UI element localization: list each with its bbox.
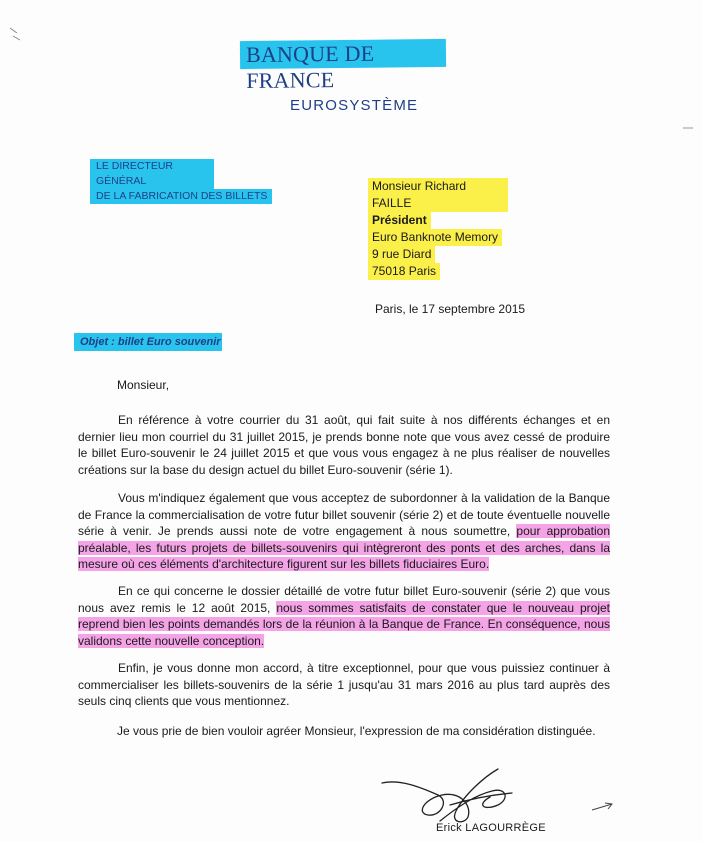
paragraph-3-highlight: nous sommes satisfaits de constater que le nouveau projet reprend bien les points demandés lors de la réunion à la Banque de France. En conséquence, nous validons cette nouvelle conception.	[78, 600, 610, 648]
paragraph-1-text: En référence à votre courrier du 31 août, qui fait suite à nos différents échanges et en dernier lieu mon courriel du 31 juillet 2015, je prends bonne note que vous avez cessé de produire le billet Euro-souvenir le 24 juillet 2015 et que vous vous engagez à ne plus réaliser de nouvelles créations sur la base du design actuel du billet Euro-souvenir (série 1).	[78, 413, 610, 477]
salutation: Monsieur,	[117, 378, 170, 392]
recipient-block	[368, 178, 508, 280]
arrow-mark-icon	[590, 800, 616, 814]
recipient-title: Président	[368, 212, 431, 229]
recipient-name: Monsieur Richard FAILLE	[368, 178, 508, 212]
closing-formula: Je vous prie de bien vouloir agréer Monsieur, l'expression de ma considération distinguée.	[117, 724, 596, 738]
paragraph-1	[78, 412, 610, 478]
recipient-street: 9 rue Diard	[368, 246, 435, 263]
corner-mark-icon	[8, 26, 24, 42]
signatory-name: Erick LAGOURRÈGE	[436, 822, 546, 834]
letter-date: Paris, le 17 septembre 2015	[375, 302, 526, 316]
sender-line-1: LE DIRECTEUR GÉNÉRAL	[90, 159, 214, 189]
paragraph-4-text: Enfin, je vous donne mon accord, à titre exceptionnel, pour que vous puissiez continuer à commercialiser les billets-souvenirs de la série 1 jusqu'au 31 mars 2016 au plus tard auprès des seuls cinq clients que vous mentionnez.	[78, 661, 610, 708]
paragraph-3-text: En ce qui concerne le dossier détaillé de votre futur billet Euro-souvenir (série 2) que vous nous avez remis le 12 août 2015,	[78, 584, 610, 615]
paragraph-2-text: Vous m'indiquez également que vous acceptez de subordonner à la validation de la Banque de France la commercialisation de votre futur billet souvenir (série 2) et de toute éventuelle nouvelle série à venir. Je prends aussi note de votre engagement à nous soumettre,	[78, 491, 610, 538]
subject-line: Objet : billet Euro souvenir	[74, 333, 222, 351]
sender-line-2: DE LA FABRICATION DES BILLETS	[90, 189, 272, 204]
paragraph-4	[78, 660, 610, 710]
bank-logo	[240, 39, 446, 94]
recipient-org: Euro Banknote Memory	[368, 229, 502, 246]
recipient-city: 75018 Paris	[368, 263, 440, 280]
eurosystem-subtitle: EUROSYSTÈME	[290, 97, 419, 114]
bank-logo-text: BANQUE DE FRANCE	[245, 40, 375, 94]
paragraph-3	[78, 583, 610, 649]
margin-tick-icon	[683, 126, 693, 130]
paragraph-2	[78, 490, 610, 573]
paragraph-2-highlight: pour approbation préalable, les futurs projets de billets-souvenirs qui intègreront des ponts et des arches, dans la mesure où ces éléments d'architecture figurent sur les billets fiduciaires Euro.	[78, 524, 610, 571]
sender-block	[90, 159, 272, 204]
